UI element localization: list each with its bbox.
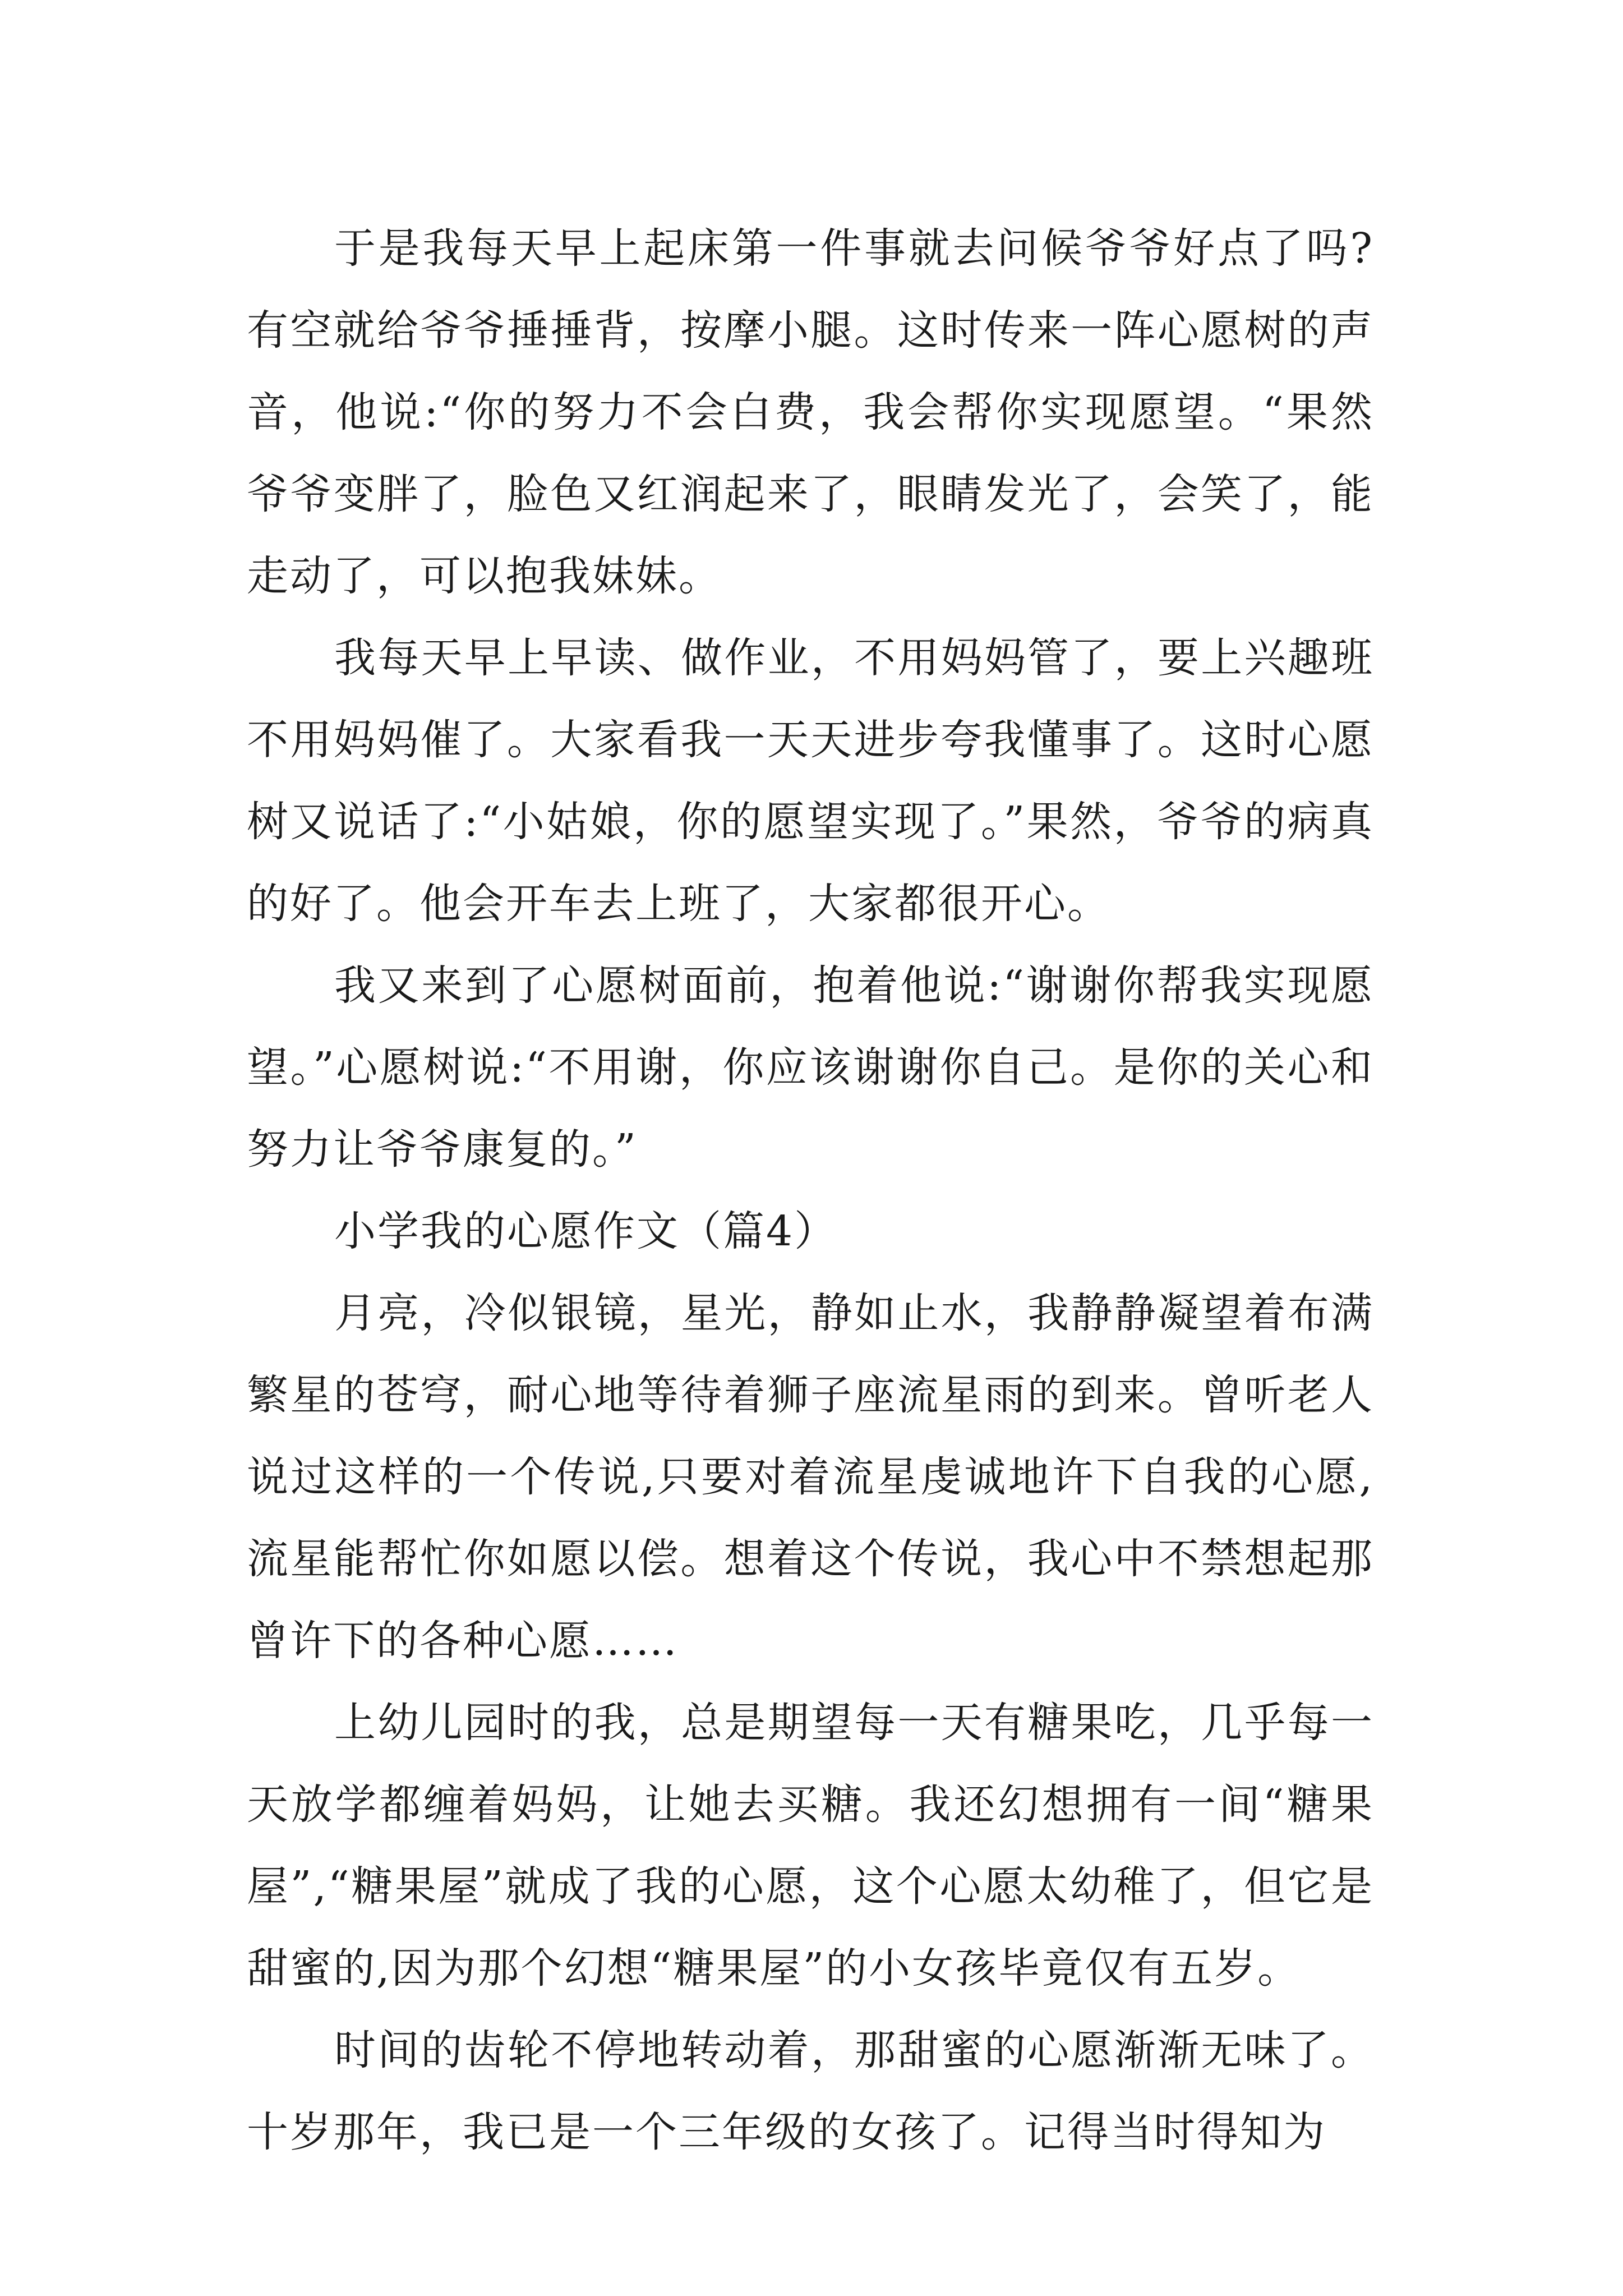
document-body	[247, 208, 1374, 2173]
paragraph: 上幼儿园时的我，总是期望每一天有糖果吃，几乎每一天放学都缠着妈妈，让她去买糖。我还幻想拥有一间“糖果屋”,“糖果屋”就成了我的心愿，这个心愿太幼稚了，但它是甜蜜的,因为那个幻想“糖果屋”的小女孩毕竟仅有五岁。	[247, 1699, 1374, 1993]
paragraph: 时间的齿轮不停地转动着，那甜蜜的心愿渐渐无味了。十岁那年，我已是一个三年级的女孩了。记得当时得知为	[247, 2026, 1374, 2156]
paragraph: 我每天早上早读、做作业，不用妈妈管了，要上兴趣班不用妈妈催了。大家看我一天天进步夸我懂事了。这时心愿树又说话了:“小姑娘，你的愿望实现了。”果然，爷爷的病真的好了。他会开车去上班了，大家都很开心。	[247, 634, 1374, 928]
paragraph: 月亮，冷似银镜，星光，静如止水，我静静凝望着布满繁星的苍穹，耐心地等待着狮子座流星雨的到来。曾听老人说过这样的一个传说,只要对着流星虔诚地许下自我的心愿,流星能帮忙你如愿以偿。想着这个传说，我心中不禁想起那曾许下的各种心愿……	[247, 1289, 1374, 1665]
paragraph: 我又来到了心愿树面前，抱着他说:“谢谢你帮我实现愿望。”心愿树说:“不用谢，你应该谢谢你自己。是你的关心和努力让爷爷康复的。”	[247, 961, 1374, 1174]
paragraph: 于是我每天早上起床第一件事就去问候爷爷好点了吗?有空就给爷爷捶捶背，按摩小腿。这时传来一阵心愿树的声音，他说:“你的努力不会白费，我会帮你实现愿望。“果然爷爷变胖了，脸色又红润起来了，眼睛发光了，会笑了，能走动了，可以抱我妹妹。	[247, 224, 1374, 600]
section-heading: 小学我的心愿作文（篇4）	[334, 1207, 838, 1255]
